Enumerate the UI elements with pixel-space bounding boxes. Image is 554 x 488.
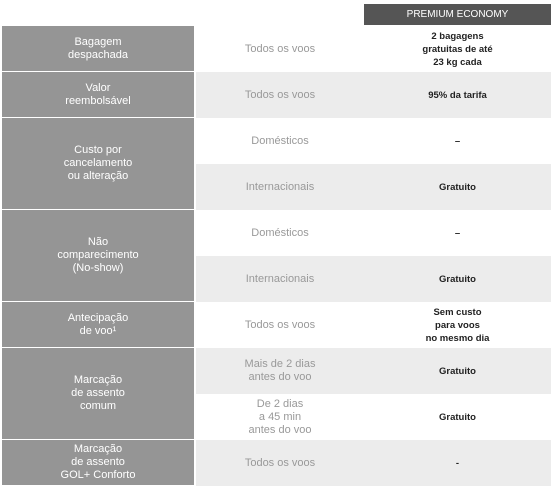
flight-scope-cell (196, 118, 364, 164)
flight-scope-cell (196, 72, 364, 118)
flight-scope-cell (196, 302, 364, 348)
flight-scope-text: Todos os voos (244, 318, 316, 331)
premium-economy-value: – (454, 135, 461, 147)
rule-label: Marcação de assento comum (71, 374, 125, 412)
premium-economy-value: Sem custo para voos no mesmo dia (425, 306, 490, 344)
rule-label-cell (2, 118, 194, 209)
rule-label: Bagagem despachada (68, 35, 128, 61)
fare-header-premium-economy (364, 4, 551, 25)
flight-scope-cell (196, 164, 364, 210)
premium-economy-value-cell (364, 26, 551, 72)
premium-economy-value-cell (364, 440, 551, 486)
rule-label-cell (2, 302, 194, 347)
premium-economy-value-cell (364, 164, 551, 210)
flight-scope-cell (196, 256, 364, 302)
flight-scope-text: Internacionais (245, 180, 315, 193)
rule-label-cell (2, 210, 194, 301)
premium-economy-value-cell (364, 72, 551, 118)
premium-economy-value: Gratuito (439, 411, 476, 423)
premium-economy-value: 2 bagagens gratuitas de até 23 kg cada (422, 30, 493, 68)
premium-economy-value: - (455, 457, 460, 469)
flight-scope-cell (196, 348, 364, 394)
rule-label: Antecipação de voo¹ (67, 311, 129, 337)
flight-scope-text: De 2 dias a 45 min antes do voo (248, 397, 312, 436)
rule-label-cell (2, 348, 194, 439)
premium-economy-value: – (454, 227, 461, 239)
fare-header-label: PREMIUM ECONOMY (406, 9, 509, 20)
flight-scope-cell (196, 26, 364, 72)
flight-scope-text: Domésticos (251, 226, 309, 239)
premium-economy-value: Gratuito (439, 181, 476, 193)
rule-label-cell (2, 26, 194, 71)
premium-economy-value-cell (364, 118, 551, 164)
flight-scope-cell (196, 440, 364, 486)
row-divider (2, 485, 194, 487)
rule-label-cell (2, 440, 194, 485)
flight-scope-text: Todos os voos (244, 456, 316, 469)
premium-economy-value: 95% da tarifa (428, 89, 487, 101)
flight-scope-text: Internacionais (245, 272, 315, 285)
flight-scope-cell (196, 210, 364, 256)
rule-label: Não comparecimento (No-show) (57, 236, 139, 274)
premium-economy-value: Gratuito (439, 365, 476, 377)
flight-scope-text: Todos os voos (244, 42, 316, 55)
flight-scope-cell (196, 394, 364, 440)
premium-economy-value-cell (364, 302, 551, 348)
premium-economy-value-cell (364, 210, 551, 256)
rule-label: Custo por cancelamento ou alteração (63, 144, 133, 182)
rule-label-cell (2, 72, 194, 117)
rule-label: Valor reembolsável (65, 81, 131, 107)
premium-economy-value-cell (364, 394, 551, 440)
premium-economy-value: Gratuito (439, 273, 476, 285)
premium-economy-value-cell (364, 348, 551, 394)
premium-economy-value-cell (364, 256, 551, 302)
rule-label: Marcação de assento GOL+ Conforto (60, 443, 136, 481)
flight-scope-text: Mais de 2 dias antes do voo (244, 358, 316, 383)
flight-scope-text: Domésticos (251, 134, 309, 147)
flight-scope-text: Todos os voos (244, 88, 316, 101)
